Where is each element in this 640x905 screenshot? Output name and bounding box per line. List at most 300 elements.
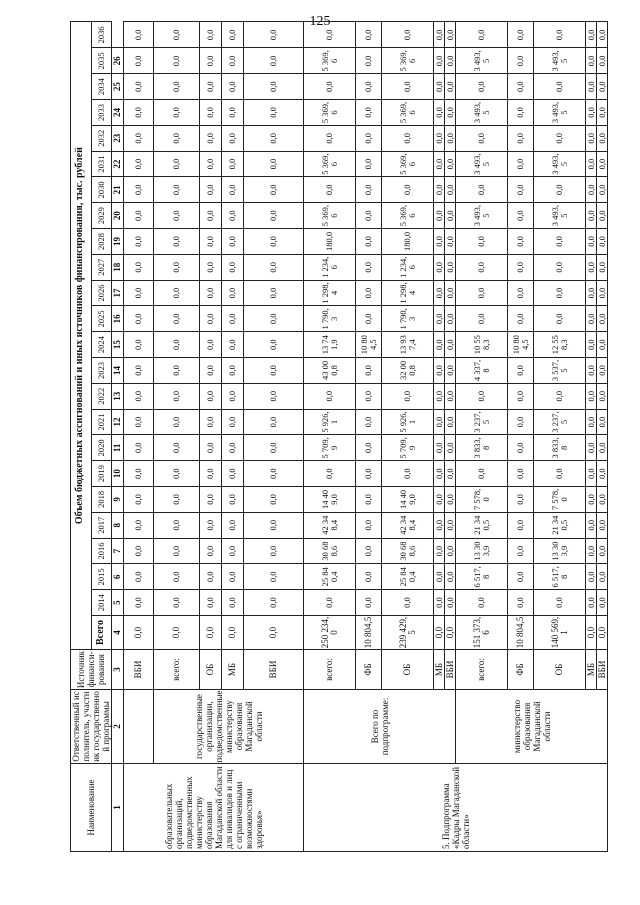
year-value: 0,0 [356,383,382,409]
year-value: 0,0 [382,74,434,100]
year-value: 0,0 [244,100,304,126]
year-header: 2024 [91,332,112,358]
column-number: 11 [112,435,124,461]
year-value: 0,0 [508,280,534,306]
column-number: 13 [112,383,124,409]
year-value: 0,0 [597,151,608,177]
year-value: 0,0 [434,590,445,616]
year-value: 0,0 [124,590,154,616]
year-value: 0,0 [445,435,456,461]
year-value: 0,0 [200,487,222,513]
year-value: 0,0 [222,177,244,203]
year-header: 2018 [91,487,112,513]
year-value: 3 833,8 [456,435,508,461]
year-value: 0,0 [508,461,534,487]
year-value: 0,0 [445,538,456,564]
year-value: 0,0 [222,332,244,358]
year-value: 0,0 [200,229,222,255]
year-value: 0,0 [244,512,304,538]
year-value: 0,0 [356,151,382,177]
year-value: 0,0 [124,125,154,151]
year-value: 0,0 [534,306,586,332]
year-value: 0,0 [586,125,597,151]
year-value: 0,0 [508,512,534,538]
year-value: 0,0 [445,512,456,538]
year-value: 5 369,6 [304,48,356,74]
column-number: 24 [112,100,124,126]
year-value: 0,0 [154,538,200,564]
year-value: 0,0 [154,435,200,461]
year-value: 0,0 [597,48,608,74]
row-source: ВБИ [597,650,608,690]
year-value: 0,0 [508,564,534,590]
column-number: 15 [112,332,124,358]
column-number: 17 [112,280,124,306]
year-value: 5 709,9 [304,435,356,461]
year-value: 0,0 [508,74,534,100]
year-header: 2035 [91,48,112,74]
column-number: 12 [112,409,124,435]
year-value: 0,0 [304,125,356,151]
year-value: 0,0 [508,254,534,280]
year-value: 3 537,5 [534,358,586,384]
column-number: 26 [112,48,124,74]
year-value: 42 348,4 [304,512,356,538]
year-value: 0,0 [200,125,222,151]
year-value: 0,0 [586,409,597,435]
year-value: 0,0 [508,48,534,74]
row-name: образовательных организаций, подведомственных министерству образования Магаданской области для инвалидов и лиц с ограниченными возможностями здоровья» [124,764,304,852]
year-value: 0,0 [200,177,222,203]
row-source: ОБ [534,650,586,690]
year-value: 0,0 [534,125,586,151]
year-value: 0,0 [124,512,154,538]
year-value: 0,0 [244,254,304,280]
year-value: 3 237,5 [456,409,508,435]
year-value: 0,0 [154,564,200,590]
row-total: 0,0 [434,616,445,650]
row-total: 0,0 [154,616,200,650]
year-header: 2034 [91,74,112,100]
year-header: 2015 [91,564,112,590]
year-value: 7 578,0 [456,487,508,513]
year-value: 0,0 [304,177,356,203]
year-header: 2019 [91,461,112,487]
column-number: 23 [112,125,124,151]
year-value: 0,0 [586,74,597,100]
column-number: 22 [112,151,124,177]
table-row [154,22,200,852]
row-total: 250 234,0 [304,616,356,650]
year-value: 0,0 [434,100,445,126]
year-value: 0,0 [434,74,445,100]
year-value: 14 409,0 [382,487,434,513]
year-value: 0,0 [456,590,508,616]
year-value: 0,0 [456,280,508,306]
year-value: 0,0 [445,306,456,332]
year-value: 0,0 [456,177,508,203]
year-value: 0,0 [124,435,154,461]
column-number: 4 [112,616,124,650]
year-value: 0,0 [597,487,608,513]
year-value: 5 369,6 [382,203,434,229]
row-total: 0,0 [200,616,222,650]
year-value: 0,0 [508,100,534,126]
year-value: 0,0 [382,461,434,487]
year-value: 0,0 [124,48,154,74]
year-value: 0,0 [222,306,244,332]
year-value: 0,0 [124,151,154,177]
row-source: МБ [586,650,597,690]
year-value: 3 493,5 [456,48,508,74]
year-value: 0,0 [124,22,154,48]
year-value: 0,0 [154,254,200,280]
column-number: 14 [112,358,124,384]
year-value: 0,0 [356,177,382,203]
year-value: 0,0 [356,538,382,564]
year-value: 0,0 [124,306,154,332]
row-total: 140 569,1 [534,616,586,650]
year-value: 0,0 [244,358,304,384]
year-value: 0,0 [154,280,200,306]
row-source: ФБ [356,650,382,690]
year-value: 0,0 [244,538,304,564]
year-value: 0,0 [222,100,244,126]
column-number: 3 [112,650,124,690]
year-value: 5 369,6 [304,151,356,177]
year-value: 0,0 [456,383,508,409]
column-number: 18 [112,254,124,280]
year-value: 32 000,8 [382,358,434,384]
year-value: 0,0 [222,358,244,384]
year-value: 0,0 [534,461,586,487]
row-source: ФБ [508,650,534,690]
year-value: 0,0 [222,48,244,74]
row-total: 0,0 [445,616,456,650]
year-value: 10 804,5 [356,332,382,358]
year-value: 0,0 [534,254,586,280]
year-value: 0,0 [154,125,200,151]
year-value: 0,0 [200,151,222,177]
year-value: 0,0 [154,48,200,74]
year-value: 1 234,6 [382,254,434,280]
year-value: 0,0 [200,280,222,306]
year-value: 0,0 [244,48,304,74]
year-value: 0,0 [382,383,434,409]
year-value: 0,0 [154,358,200,384]
year-value: 0,0 [124,358,154,384]
year-value: 0,0 [304,590,356,616]
year-value: 0,0 [124,254,154,280]
row-source: ВБИ [244,650,304,690]
year-value: 43 000,8 [304,358,356,384]
year-value: 0,0 [534,22,586,48]
year-value: 13 303,9 [456,538,508,564]
header-source: Источник финанси-рования [71,650,112,690]
year-value: 0,0 [445,151,456,177]
year-value: 0,0 [356,461,382,487]
year-value: 0,0 [154,203,200,229]
year-value: 0,0 [445,358,456,384]
year-value: 0,0 [356,512,382,538]
year-value: 0,0 [434,177,445,203]
row-source: ОБ [200,650,222,690]
year-value: 0,0 [304,22,356,48]
year-value: 0,0 [508,306,534,332]
year-value: 0,0 [222,280,244,306]
year-value: 3 493,5 [456,151,508,177]
year-value: 0,0 [222,461,244,487]
year-value: 0,0 [434,512,445,538]
year-value: 0,0 [200,306,222,332]
year-value: 0,0 [434,538,445,564]
row-source: ВБИ [445,650,456,690]
year-value: 21 340,5 [456,512,508,538]
year-value: 0,0 [200,461,222,487]
year-value: 3 493,5 [456,100,508,126]
year-value: 180,0 [304,229,356,255]
year-value: 0,0 [244,22,304,48]
year-value: 0,0 [244,280,304,306]
year-value: 3 493,5 [456,203,508,229]
column-number: 20 [112,203,124,229]
year-value: 0,0 [586,48,597,74]
year-value: 0,0 [586,254,597,280]
year-value: 0,0 [534,590,586,616]
year-value: 0,0 [154,22,200,48]
year-value: 30 688,6 [304,538,356,564]
year-value: 0,0 [597,409,608,435]
year-value: 0,0 [586,461,597,487]
table-row [124,22,154,852]
year-value: 0,0 [508,229,534,255]
year-value: 0,0 [508,383,534,409]
year-value: 0,0 [597,125,608,151]
year-value: 0,0 [244,332,304,358]
year-value: 0,0 [244,383,304,409]
year-value: 0,0 [356,100,382,126]
year-value: 0,0 [124,564,154,590]
row-total: 0,0 [597,616,608,650]
year-header: 2033 [91,100,112,126]
year-value: 42 348,4 [382,512,434,538]
column-number: 5 [112,590,124,616]
row-total: 151 373,6 [456,616,508,650]
year-value: 1 298,4 [382,280,434,306]
year-value: 0,0 [586,203,597,229]
year-value: 1 298,4 [304,280,356,306]
year-value: 0,0 [124,332,154,358]
year-value: 0,0 [222,22,244,48]
year-value: 0,0 [586,151,597,177]
row-source: всего: [154,650,200,690]
header-responsible: Ответственный исполнитель, участник государственной программы [71,691,111,762]
year-value: 0,0 [200,332,222,358]
year-value: 0,0 [597,254,608,280]
year-value: 0,0 [124,461,154,487]
year-header: 2014 [91,590,112,616]
column-number: 2 [112,690,124,764]
year-value: 0,0 [586,100,597,126]
year-value: 0,0 [586,229,597,255]
year-value: 0,0 [597,358,608,384]
year-value: 0,0 [222,512,244,538]
year-value: 0,0 [597,538,608,564]
year-value: 0,0 [445,487,456,513]
year-value: 0,0 [597,564,608,590]
year-value: 0,0 [586,280,597,306]
year-value: 0,0 [200,512,222,538]
year-value: 0,0 [222,435,244,461]
year-value: 3 493,5 [534,203,586,229]
year-value: 0,0 [597,229,608,255]
year-value: 0,0 [534,383,586,409]
year-value: 0,0 [154,177,200,203]
year-value: 0,0 [445,409,456,435]
year-value: 0,0 [597,100,608,126]
table-row [304,22,356,852]
funding-table [70,21,608,852]
year-value: 0,0 [434,125,445,151]
year-value: 0,0 [445,48,456,74]
year-value: 0,0 [382,125,434,151]
year-value: 0,0 [222,538,244,564]
year-value: 0,0 [124,280,154,306]
year-header: 2021 [91,409,112,435]
year-value: 180,0 [382,229,434,255]
year-header: 2031 [91,151,112,177]
year-value: 0,0 [124,74,154,100]
year-value: 0,0 [456,74,508,100]
year-value: 25 840,4 [382,564,434,590]
year-value: 0,0 [456,306,508,332]
year-value: 0,0 [124,409,154,435]
year-value: 4 337,8 [456,358,508,384]
year-value: 0,0 [586,177,597,203]
year-value: 0,0 [154,74,200,100]
year-value: 0,0 [534,280,586,306]
row-source: ОБ [382,650,434,690]
year-value: 0,0 [154,151,200,177]
year-value: 0,0 [434,358,445,384]
row-responsible: Всего по подпрограмме: [304,690,456,764]
year-value: 0,0 [597,332,608,358]
year-header: 2016 [91,538,112,564]
year-value: 3 493,5 [534,48,586,74]
year-value: 0,0 [200,564,222,590]
year-value: 0,0 [356,564,382,590]
table-row [456,22,508,852]
year-value: 10 558,3 [456,332,508,358]
year-value: 0,0 [304,74,356,100]
year-value: 0,0 [200,409,222,435]
year-value: 5 369,6 [382,151,434,177]
year-value: 0,0 [508,358,534,384]
year-value: 0,0 [445,22,456,48]
year-value: 0,0 [445,280,456,306]
year-value: 0,0 [244,435,304,461]
year-value: 0,0 [356,590,382,616]
year-value: 0,0 [586,383,597,409]
year-value: 0,0 [434,487,445,513]
year-value: 0,0 [586,332,597,358]
year-header: 2022 [91,383,112,409]
year-value: 0,0 [586,512,597,538]
year-value: 3 493,5 [534,151,586,177]
row-source: всего: [456,650,508,690]
column-number: 10 [112,461,124,487]
column-number: 25 [112,74,124,100]
year-value: 0,0 [356,229,382,255]
year-value: 0,0 [534,177,586,203]
year-value: 0,0 [586,22,597,48]
year-value: 0,0 [434,461,445,487]
year-value: 0,0 [154,512,200,538]
year-value: 0,0 [456,461,508,487]
year-value: 0,0 [222,564,244,590]
row-source: ВБИ [124,650,154,690]
header-total: Всего [91,616,112,650]
year-value: 0,0 [154,487,200,513]
year-value: 0,0 [456,22,508,48]
year-value: 0,0 [222,203,244,229]
year-value: 0,0 [124,203,154,229]
year-value: 5 709,9 [382,435,434,461]
year-value: 0,0 [244,409,304,435]
year-value: 0,0 [597,177,608,203]
year-value: 0,0 [534,229,586,255]
year-value: 0,0 [154,590,200,616]
row-total: 239 429,5 [382,616,434,650]
year-value: 0,0 [445,383,456,409]
year-value: 30 688,6 [382,538,434,564]
year-value: 0,0 [434,48,445,74]
row-responsible: министерство образования Магаданской области [456,690,608,764]
year-value: 0,0 [445,564,456,590]
year-value: 0,0 [586,564,597,590]
year-value: 6 517,8 [534,564,586,590]
year-value: 0,0 [244,125,304,151]
row-total: 10 804,5 [508,616,534,650]
year-value: 3 833,8 [534,435,586,461]
year-value: 0,0 [356,254,382,280]
year-value: 0,0 [222,590,244,616]
year-value: 5 369,6 [304,203,356,229]
year-value: 13 303,9 [534,538,586,564]
year-value: 0,0 [445,332,456,358]
year-header: 2023 [91,358,112,384]
year-value: 0,0 [200,203,222,229]
year-value: 0,0 [434,280,445,306]
year-value: 0,0 [508,125,534,151]
year-value: 0,0 [200,100,222,126]
year-value: 1 790,3 [304,306,356,332]
year-value: 0,0 [356,125,382,151]
year-value: 0,0 [154,332,200,358]
year-value: 0,0 [508,177,534,203]
year-value: 0,0 [124,383,154,409]
year-value: 0,0 [200,74,222,100]
year-value: 0,0 [586,590,597,616]
year-value: 0,0 [200,538,222,564]
year-value: 0,0 [586,358,597,384]
year-value: 0,0 [597,590,608,616]
column-number: 6 [112,564,124,590]
year-value: 0,0 [222,383,244,409]
year-value: 14 409,0 [304,487,356,513]
year-value: 0,0 [124,229,154,255]
year-value: 0,0 [434,435,445,461]
